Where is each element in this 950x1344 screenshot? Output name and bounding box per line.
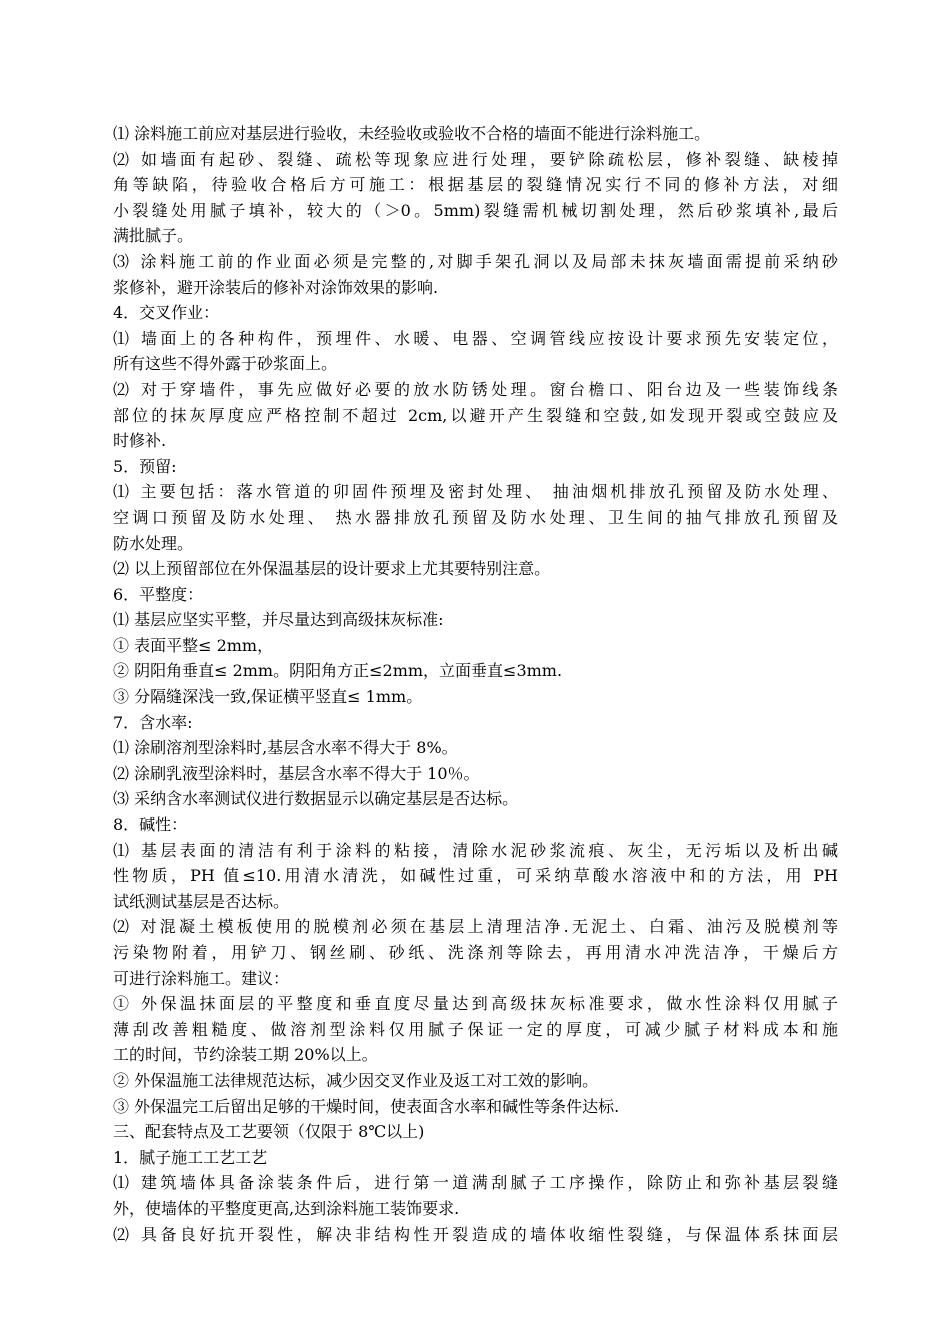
text-line: 满批腻子。 bbox=[113, 226, 194, 246]
text-line: ⑵ 对混凝土模板使用的脱模剂必须在基层上清理洁净.无泥土、白霜、油污及脱模剂等 bbox=[113, 917, 838, 937]
text-line: ⑵ 以上预留部位在外保温基层的设计要求上尤其要特别注意。 bbox=[113, 559, 551, 579]
text-line: 所有这些不得外露于砂浆面上。 bbox=[113, 354, 338, 374]
text-line: ① 表面平整≤ 2mm， bbox=[113, 635, 274, 655]
text-line: ⑴ 涂刷溶剂型涂料时,基层含水率不得大于 8%。 bbox=[113, 738, 458, 758]
text-line: 可进行涂料施工。建议： bbox=[113, 968, 290, 988]
section-heading: 4．交叉作业： bbox=[113, 303, 220, 323]
text-line: ③ 分隔缝深浅一致,保证横平竖直≤ 1mm。 bbox=[113, 687, 423, 707]
text-line: ⑶ 涂料施工前的作业面必须是完整的,对脚手架孔洞以及局部未抹灰墙面需提前采纳砂 bbox=[113, 251, 838, 271]
text-line: 性物质，PH 值≤10.用清水清洗，如碱性过重，可采纳草酸水溶液中和的方法，用 PH bbox=[113, 866, 838, 886]
text-line: 试纸测试基层是否达标。 bbox=[113, 891, 290, 911]
text-line: ⑴ 墙面上的各种构件，预埋件、水暖、电器、空调管线应按设计要求预先安装定位， bbox=[113, 328, 838, 348]
text-line: ⑴ 主要包括：落水管道的卯固件预埋及密封处理、 抽油烟机排放孔预留及防水处理、 bbox=[113, 482, 838, 502]
document-body bbox=[113, 121, 838, 1247]
text-line: ⑵ 具备良好抗开裂性，解决非结构性开裂造成的墙体收缩性裂缝，与保温体系抹面层 bbox=[113, 1224, 838, 1244]
text-line: ⑵ 如墙面有起砂、裂缝、疏松等现象应进行处理，要铲除疏松层，修补裂缝、缺棱掉 bbox=[113, 149, 838, 169]
text-line: 浆修补，避开涂装后的修补对涂饰效果的影响. bbox=[113, 277, 439, 297]
text-line: 角等缺陷，待验收合格后方可施工：根据基层的裂缝情况实行不同的修补方法，对细 bbox=[113, 175, 838, 195]
text-line: 外，使墙体的平整度更高,达到涂料施工装饰要求. bbox=[113, 1198, 460, 1218]
section-heading: 三、配套特点及工艺要领（仅限于 8℃以上) bbox=[113, 1122, 425, 1142]
text-line: 空调口预留及防水处理、 热水器排放孔预留及防水处理、卫生间的抽气排放孔预留及 bbox=[113, 507, 838, 527]
section-heading: 5．预留: bbox=[113, 456, 177, 476]
text-line: 工的时间，节约涂装工期 20%以上。 bbox=[113, 1045, 378, 1065]
text-line: ② 外保温施工法律规范达标，减少因交叉作业及返工对工效的影响。 bbox=[113, 1070, 599, 1090]
text-line: ⑴ 涂料施工前应对基层进行验收，未经验收或验收不合格的墙面不能进行涂料施工。 bbox=[113, 124, 711, 143]
text-line: ⑴ 基层表面的清洁有利于涂料的粘接，清除水泥砂浆流痕、灰尘，无污垢以及析出碱 bbox=[113, 840, 838, 860]
text-line: 部位的抹灰厚度应严格控制不超过 2cm,以避开产生裂缝和空鼓,如发现开裂或空鼓应及 bbox=[113, 405, 838, 425]
text-line: ⑴ 基层应坚实平整，并尽量达到高级抹灰标准: bbox=[113, 610, 444, 630]
text-line: 小裂缝处用腻子填补，较大的（＞0。5mm)裂缝需机械切割处理，然后砂浆填补,最后 bbox=[113, 200, 838, 220]
text-line: 时修补. bbox=[113, 431, 167, 451]
text-line: ⑴ 建筑墙体具备涂装条件后，进行第一道满刮腻子工序操作，除防止和弥补基层裂缝 bbox=[113, 1173, 838, 1193]
section-heading: 6．平整度： bbox=[113, 584, 204, 604]
text-line: 防水处理。 bbox=[113, 533, 194, 553]
text-line: ① 外保温抹面层的平整度和垂直度尽量达到高级抹灰标准要求，做水性涂料仅用腻子 bbox=[113, 994, 838, 1014]
text-line: ⑶ 采纳含水率测试仪进行数据显示以确定基层是否达标。 bbox=[113, 789, 519, 809]
text-line: 污染物附着，用铲刀、钢丝刷、砂纸、洗涤剂等除去，再用清水冲洗洁净，干燥后方 bbox=[113, 943, 838, 962]
text-line: 薄刮改善粗糙度、做溶剂型涂料仅用腻子保证一定的厚度，可减少腻子材料成本和施 bbox=[113, 1019, 838, 1039]
text-line: ⑵ 对于穿墙件，事先应做好必要的放水防锈处理。窗台檐口、阳台边及一些装饰线条 bbox=[113, 379, 838, 399]
text-line: ③ 外保温完工后留出足够的干燥时间，使表面含水率和碱性等条件达标. bbox=[113, 1096, 620, 1116]
section-heading: 1．腻子施工工艺工艺 bbox=[113, 1147, 268, 1167]
text-line: ② 阴阳角垂直≤ 2mm。阴阳角方正≤2mm，立面垂直≤3mm. bbox=[113, 661, 563, 681]
section-heading: 8．碱性： bbox=[113, 815, 188, 835]
text-line: ⑵ 涂刷乳液型涂料时，基层含水率不得大于 10％。 bbox=[113, 763, 480, 783]
section-heading: 7．含水率: bbox=[113, 712, 193, 732]
